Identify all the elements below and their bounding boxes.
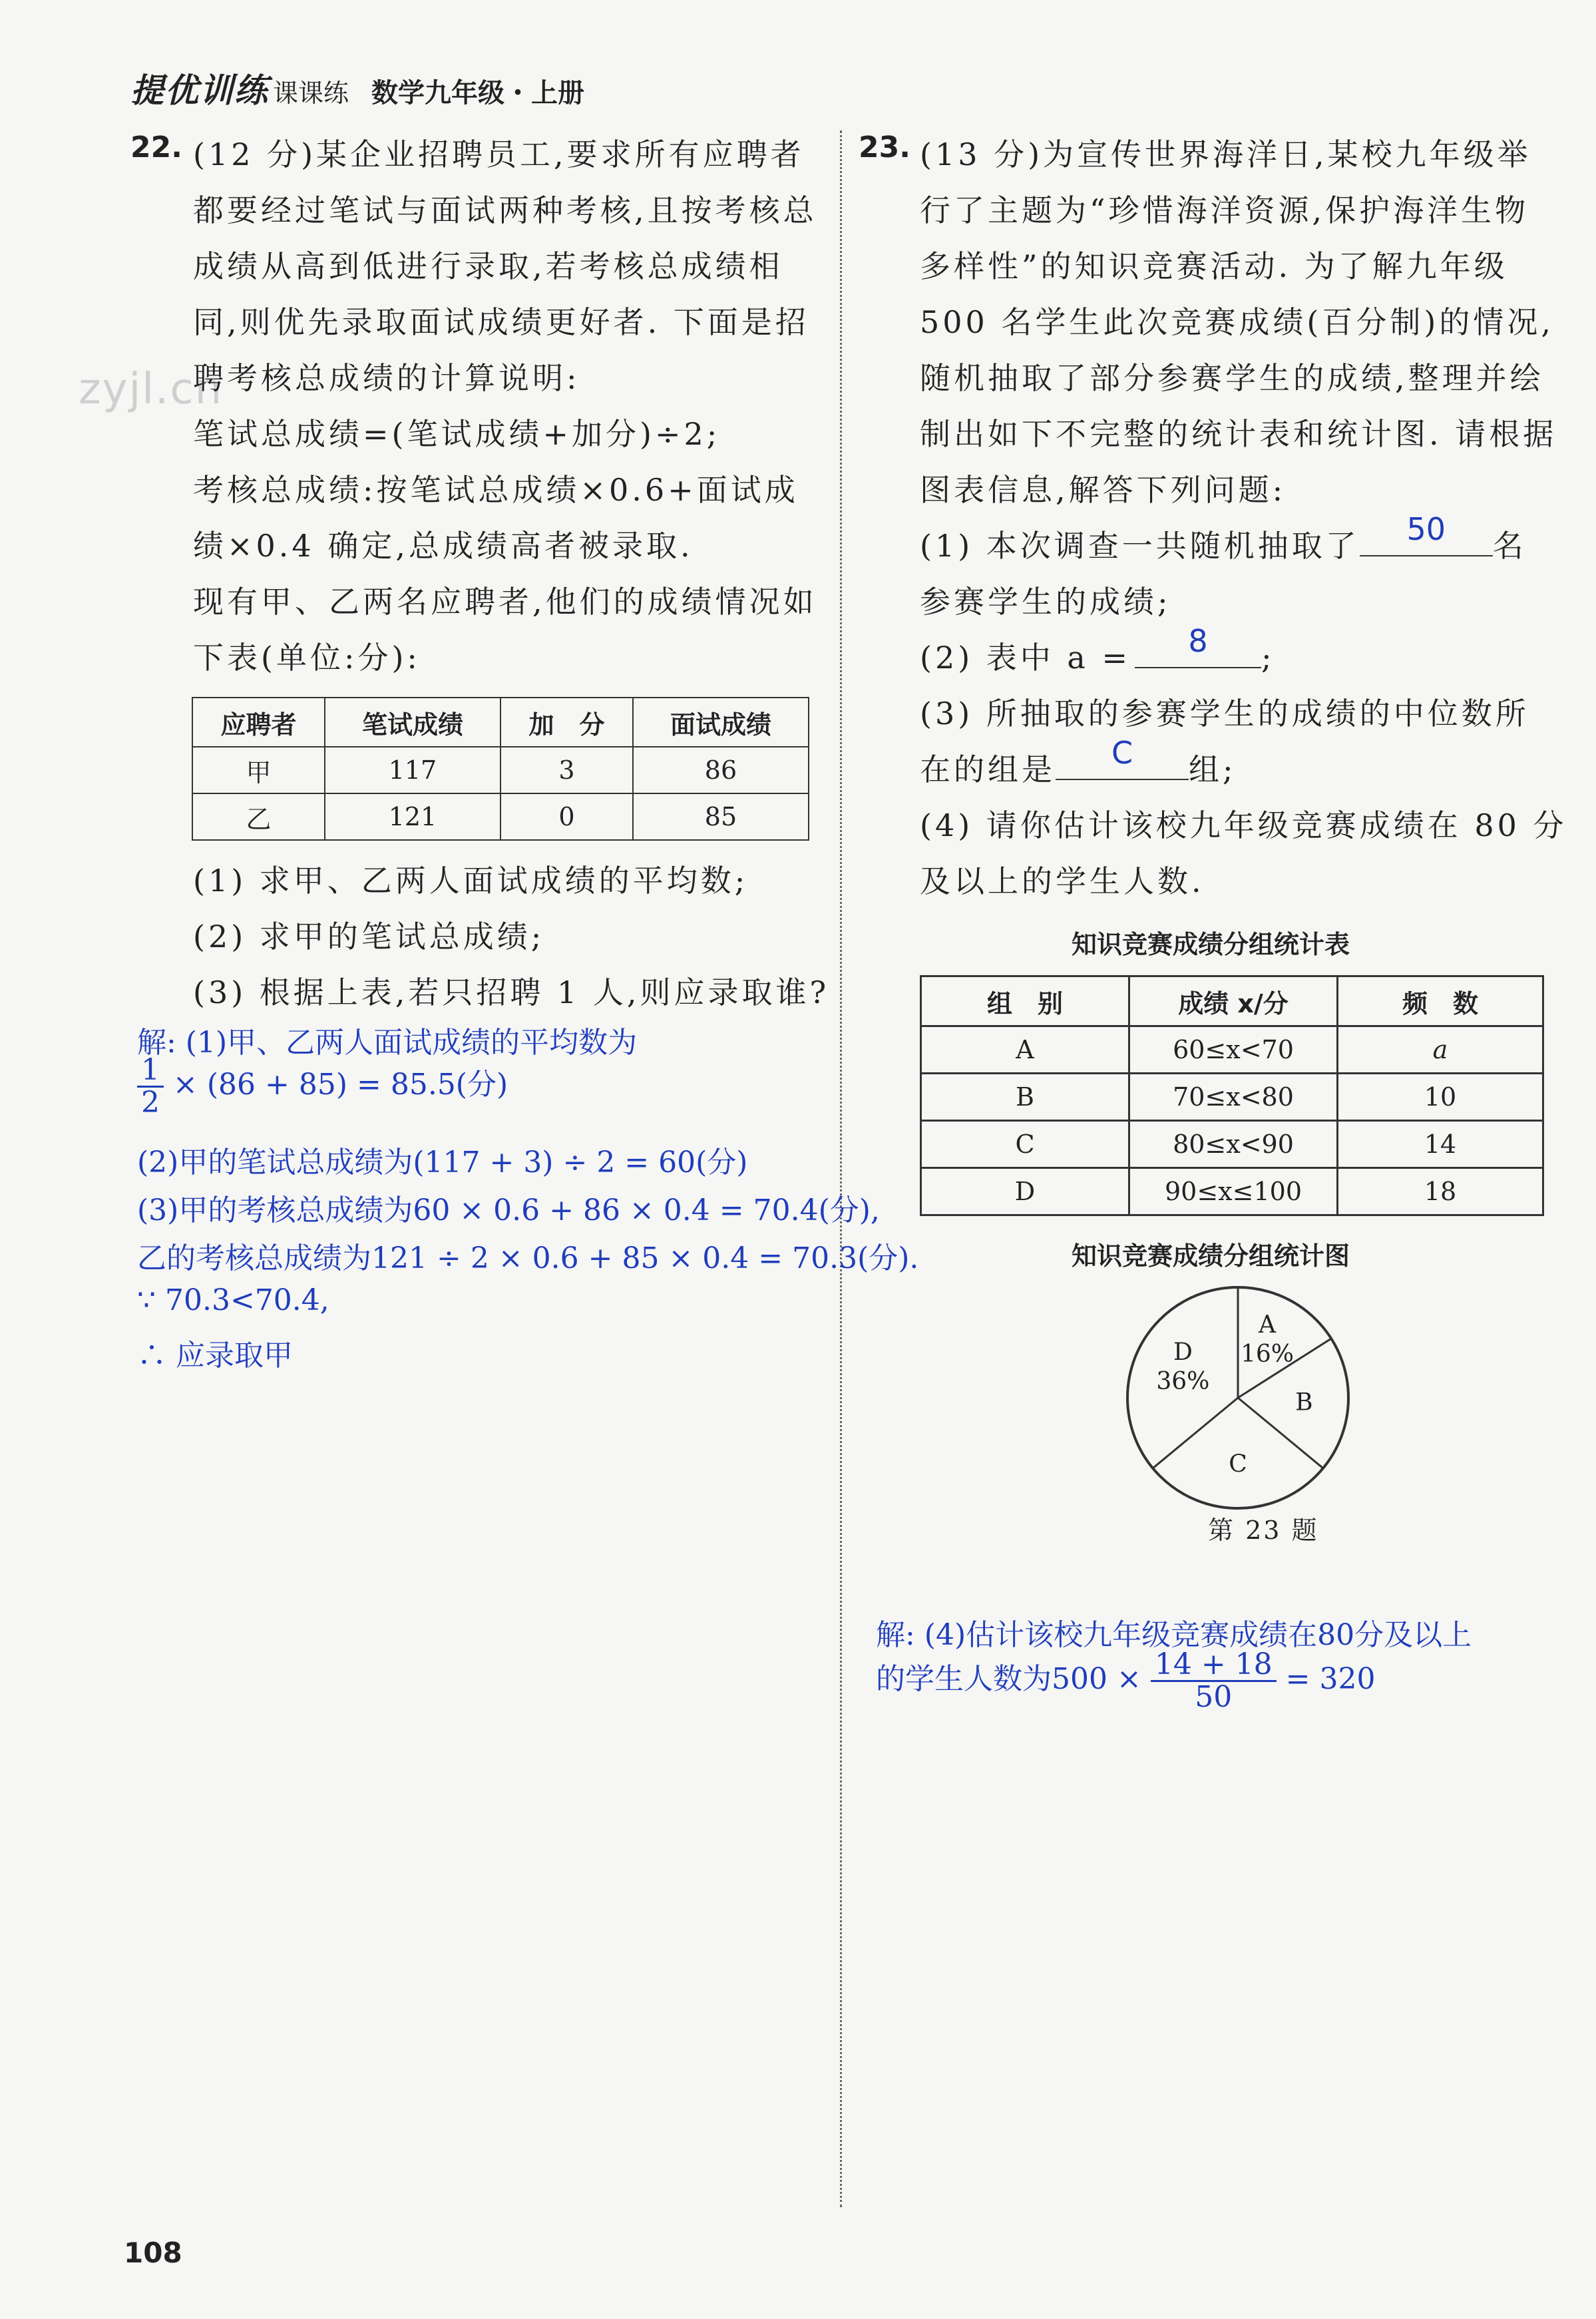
pie-label-A: A [1258, 1311, 1276, 1339]
question-number: 23. [859, 130, 910, 164]
fraction [137, 1055, 164, 1118]
blank-answer: 50 [1406, 511, 1446, 547]
q23-text-line: (13 分)为宣传世界海洋日,某校九年级举 [920, 136, 1531, 172]
table-cell: 70≤x<80 [1129, 1074, 1338, 1121]
group-table [920, 975, 1544, 1216]
subject-title: 数学九年级・上册 [371, 78, 585, 108]
table-cell: 90≤x≤100 [1129, 1168, 1338, 1215]
answer-expression: × (86 + 85) = 85.5(分) [173, 1068, 508, 1102]
q22-answer-line: ∵ 70.3<70.4, [137, 1283, 329, 1317]
q22-answer-line: (3)甲的考核总成绩为60 × 0.6 + 86 × 0.4 = 70.4(分), [137, 1193, 880, 1227]
q23-part4-line1: (4) 请你估计该校九年级竞赛成绩在 80 分 [920, 807, 1567, 843]
table-header: 应聘者 [192, 698, 325, 747]
fraction-denominator: 2 [141, 1086, 160, 1120]
table-cell: C [921, 1121, 1129, 1168]
table-row [921, 1168, 1543, 1215]
table-row [921, 1074, 1543, 1121]
pie-label-C: C [1229, 1450, 1247, 1478]
table-cell: 甲 [192, 747, 325, 793]
q23-part1-text: (1) 本次调查一共随机抽取了 [920, 528, 1360, 564]
pie-percent-D: 36% [1156, 1368, 1210, 1396]
question-number: 22. [130, 130, 182, 164]
table-cell: D [921, 1168, 1129, 1215]
table-header: 面试成绩 [633, 698, 809, 747]
blank-answer: 8 [1188, 623, 1208, 659]
table-cell: 0 [500, 793, 633, 840]
column-divider [840, 130, 842, 2207]
table-row [192, 747, 809, 793]
q22-answer-line: 解: (1)甲、乙两人面试成绩的平均数为 [137, 1026, 638, 1060]
fraction-denominator: 50 [1195, 1680, 1233, 1715]
q23-part2 [920, 623, 1275, 678]
figure-caption: 第 23 题 [1208, 1516, 1319, 1545]
q22-subquestion: (3) 根据上表,若只招聘 1 人,则应录取谁? [193, 974, 830, 1010]
table-cell: 3 [500, 747, 633, 793]
table-header: 笔试成绩 [325, 698, 500, 747]
pie-percent-A: 16% [1240, 1340, 1294, 1368]
q22-text-line: 都要经过笔试与面试两种考核,且按考核总 [193, 192, 817, 228]
q22-answer-line [137, 1055, 508, 1118]
table-cell: B [921, 1074, 1129, 1121]
answer-blank [1360, 511, 1493, 556]
q22-subquestion: (1) 求甲、乙两人面试成绩的平均数; [193, 863, 749, 899]
q23-part4-line2: 及以上的学生人数. [920, 863, 1205, 899]
pie-label-B: B [1295, 1388, 1313, 1416]
table-cell: 117 [325, 747, 500, 793]
blank-answer: C [1111, 735, 1133, 771]
fraction-numerator: 14 + 18 [1151, 1649, 1277, 1682]
q22-text-line: 成绩从高到低进行录取,若考核总成绩相 [193, 248, 783, 284]
table-header-row [192, 698, 809, 747]
pie-slice-boundary-D [1153, 1398, 1238, 1468]
q22-text-line: 考核总成绩:按笔试总成绩×0.6+面试成 [193, 472, 799, 508]
q23-part1 [920, 511, 1527, 566]
table-row [921, 1026, 1543, 1074]
q23-part3-text: 在的组是 [920, 751, 1056, 787]
answer-expression: 的学生人数为500 × [876, 1662, 1141, 1697]
watermark: zyjl.cn [79, 365, 224, 414]
q22-subquestion: (2) 求甲的笔试总成绩; [193, 919, 545, 954]
table-title: 知识竞赛成绩分组统计表 [1072, 930, 1350, 959]
page-header [130, 64, 584, 112]
q22-answer-line: 乙的考核总成绩为121 ÷ 2 × 0.6 + 85 × 0.4 = 70.3(分). [137, 1241, 919, 1275]
q22-answer-line: (2)甲的笔试总成绩为(117 + 3) ÷ 2 = 60(分) [137, 1146, 748, 1179]
q23-part1-line2: 参赛学生的成绩; [920, 584, 1171, 620]
table-cell: 85 [633, 793, 809, 840]
table-cell: A [921, 1026, 1129, 1074]
score-table [192, 697, 809, 841]
page-number: 108 [124, 2236, 182, 2269]
series-name: 课课练 [273, 79, 349, 108]
q23-part2-text: (2) 表中 a = [920, 640, 1131, 676]
table-header: 频 数 [1338, 976, 1543, 1026]
q22-answer-line: ∴ 应录取甲 [137, 1339, 293, 1372]
q22-text-line: 聘考核总成绩的计算说明: [193, 360, 580, 396]
table-cell: 86 [633, 747, 809, 793]
table-row [921, 1121, 1543, 1168]
q23-part1-tail: 名 [1492, 528, 1527, 564]
q23-part2-tail: ; [1261, 640, 1275, 676]
answer-expression: = 320 [1285, 1662, 1376, 1697]
table-cell: 10 [1338, 1074, 1543, 1121]
table-cell: 60≤x<70 [1129, 1026, 1338, 1074]
table-header-row [921, 976, 1543, 1026]
q23-text-line: 行了主题为“珍惜海洋资源,保护海洋生物 [920, 192, 1529, 228]
q23-text-line: 500 名学生此次竞赛成绩(百分制)的情况, [920, 304, 1554, 340]
q22-text-line: (12 分)某企业招聘员工,要求所有应聘者 [193, 136, 805, 172]
table-header: 成绩 x/分 [1129, 976, 1338, 1026]
q23-text-line: 多样性”的知识竞赛活动. 为了解九年级 [920, 248, 1508, 284]
brand-logo: 提优训练 [130, 71, 269, 110]
table-header: 组 别 [921, 976, 1129, 1026]
table-cell: 18 [1338, 1168, 1543, 1215]
q22-text-line: 下表(单位:分): [193, 640, 421, 676]
q23-text-line: 图表信息,解答下列问题: [920, 472, 1287, 508]
q23-text-line: 随机抽取了部分参赛学生的成绩,整理并绘 [920, 360, 1544, 396]
q23-text-line: 制出如下不完整的统计表和统计图. 请根据 [920, 416, 1557, 452]
q23-part3-tail: 组; [1189, 751, 1237, 787]
pie-chart [1111, 1271, 1364, 1524]
table-header: 加 分 [500, 698, 633, 747]
q22-text-line: 笔试总成绩=(笔试成绩+加分)÷2; [193, 416, 721, 452]
table-cell: 80≤x<90 [1129, 1121, 1338, 1168]
table-cell: 14 [1338, 1121, 1543, 1168]
fraction-numerator: 1 [137, 1055, 164, 1088]
pie-label-D: D [1173, 1339, 1193, 1367]
q23-part3 [920, 735, 1237, 789]
answer-blank [1056, 735, 1189, 780]
q23-answer-line: 解: (4)估计该校九年级竞赛成绩在80分及以上 [876, 1618, 1472, 1652]
table-cell: a [1338, 1026, 1543, 1074]
q22-text-line: 绩×0.4 确定,总成绩高者被录取. [193, 528, 694, 564]
q22-text-line: 同,则优先录取面试成绩更好者. 下面是招 [193, 304, 809, 340]
table-cell: 121 [325, 793, 500, 840]
table-row [192, 793, 809, 840]
q23-answer-line [876, 1649, 1376, 1713]
chart-title: 知识竞赛成绩分组统计图 [1072, 1241, 1350, 1271]
q22-text-line: 现有甲、乙两名应聘者,他们的成绩情况如 [193, 584, 817, 620]
answer-blank [1135, 623, 1261, 668]
table-cell: 乙 [192, 793, 325, 840]
q23-part3-line1: (3) 所抽取的参赛学生的成绩的中位数所 [920, 696, 1529, 732]
fraction [1151, 1649, 1277, 1713]
